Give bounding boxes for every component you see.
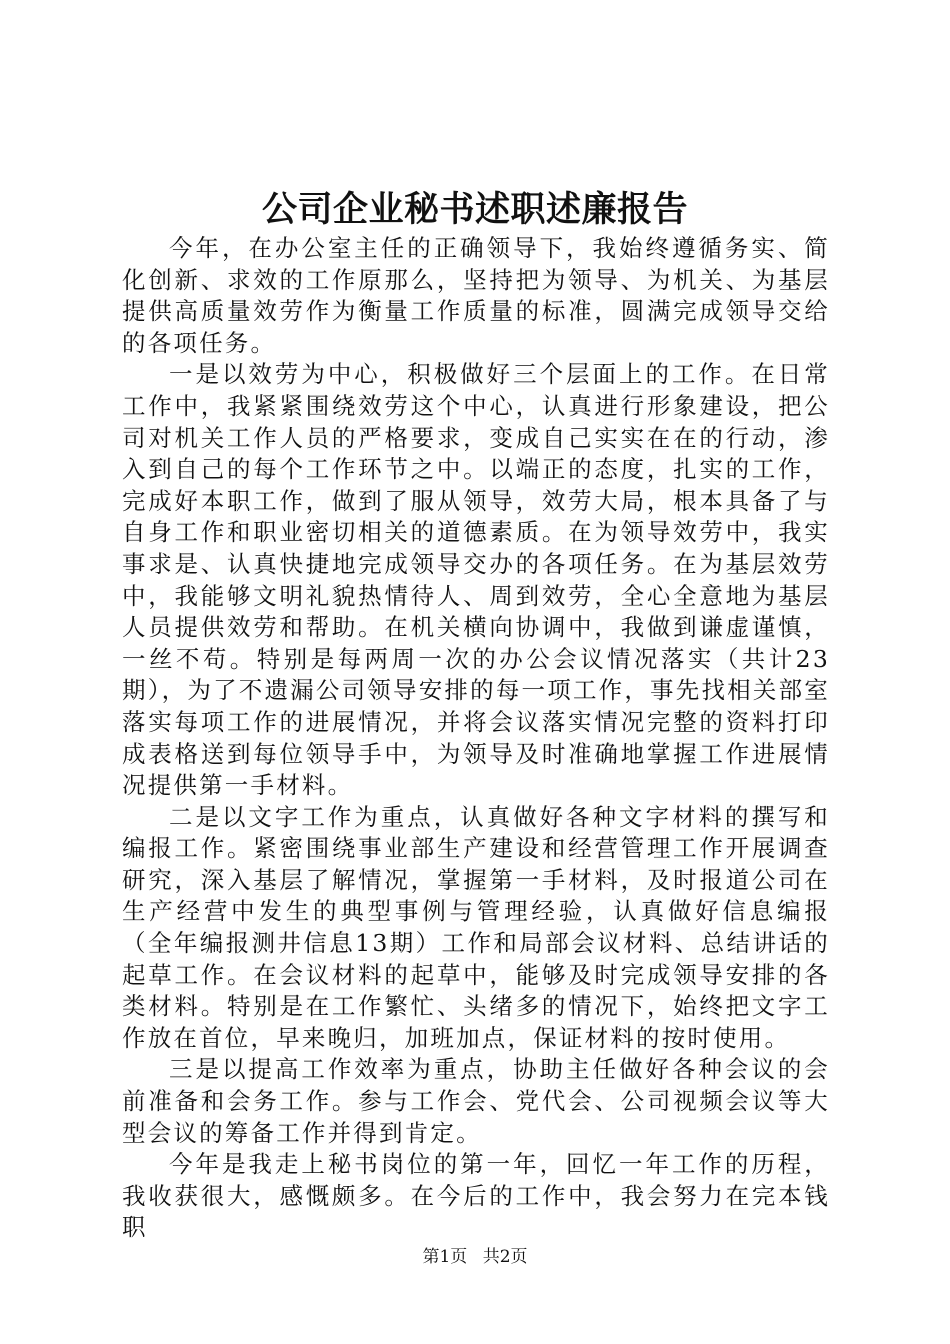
page-number-current: 第1页 <box>422 1247 468 1267</box>
paragraph-intro: 今年，在办公室主任的正确领导下，我始终遵循务实、简化创新、求效的工作原那么，坚持把为领导、为机关、为基层提供高质量效劳作为衡量工作质量的标准，圆满完成领导交给的各项任务。 <box>122 234 830 357</box>
paragraph-service: 一是以效劳为中心，积极做好三个层面上的工作。在日常工作中，我紧紧围绕效劳这个中心，认真进行形象建设，把公司对机关工作人员的严格要求，变成自己实实在在的行动，渗入到自己的每个工作环节之中。以端正的态度，扎实的工作，完成好本职工作，做到了服从领导，效劳大局，根本具备了与自身工作和职业密切相关的道德素质。在为领导效劳中，我实事求是、认真快捷地完成领导交办的各项任务。在为基层效劳中，我能够文明礼貌热情待人、周到效劳，全心全意地为基层人员提供效劳和帮助。在机关横向协调中，我做到谦虚谨慎，一丝不苟。特别是每两周一次的办公会议情况落实（共计23期），为了不遗漏公司领导安排的每一项工作，事先找相关部室落实每项工作的进展情况，并将会议落实情况完整的资料打印成表格送到每位领导手中，为领导及时准确地掌握工作进展情况提供第一手材料。 <box>122 360 830 800</box>
paragraph-meetings: 三是以提高工作效率为重点，协助主任做好各种会议的会前准备和会务工作。参与工作会、党代会、公司视频会议等大型会议的筹备工作并得到肯定。 <box>122 1055 830 1147</box>
paragraph-summary: 今年是我走上秘书岗位的第一年，回忆一年工作的历程，我收获很大，感慨颇多。在今后的工作中，我会努力在完本钱职 <box>122 1150 830 1242</box>
page-footer <box>0 1246 950 1268</box>
document-title: 公司企业秘书述职述廉报告 <box>261 189 688 230</box>
page-number-total: 共2页 <box>482 1247 528 1267</box>
document-body <box>122 233 830 1244</box>
paragraph-writing: 二是以文字工作为重点，认真做好各种文字材料的撰写和编报工作。紧密围绕事业部生产建设和经营管理工作开展调查研究，深入基层了解情况，掌握第一手材料，及时报道公司在生产经营中发生的典型事例与管理经验，认真做好信息编报（全年编报测井信息13期）工作和局部会议材料、总结讲话的起草工作。在会议材料的起草中，能够及时完成领导安排的各类材料。特别是在工作繁忙、头绪多的情况下，始终把文字工作放在首位，早来晚归，加班加点，保证材料的按时使用。 <box>122 802 830 1052</box>
